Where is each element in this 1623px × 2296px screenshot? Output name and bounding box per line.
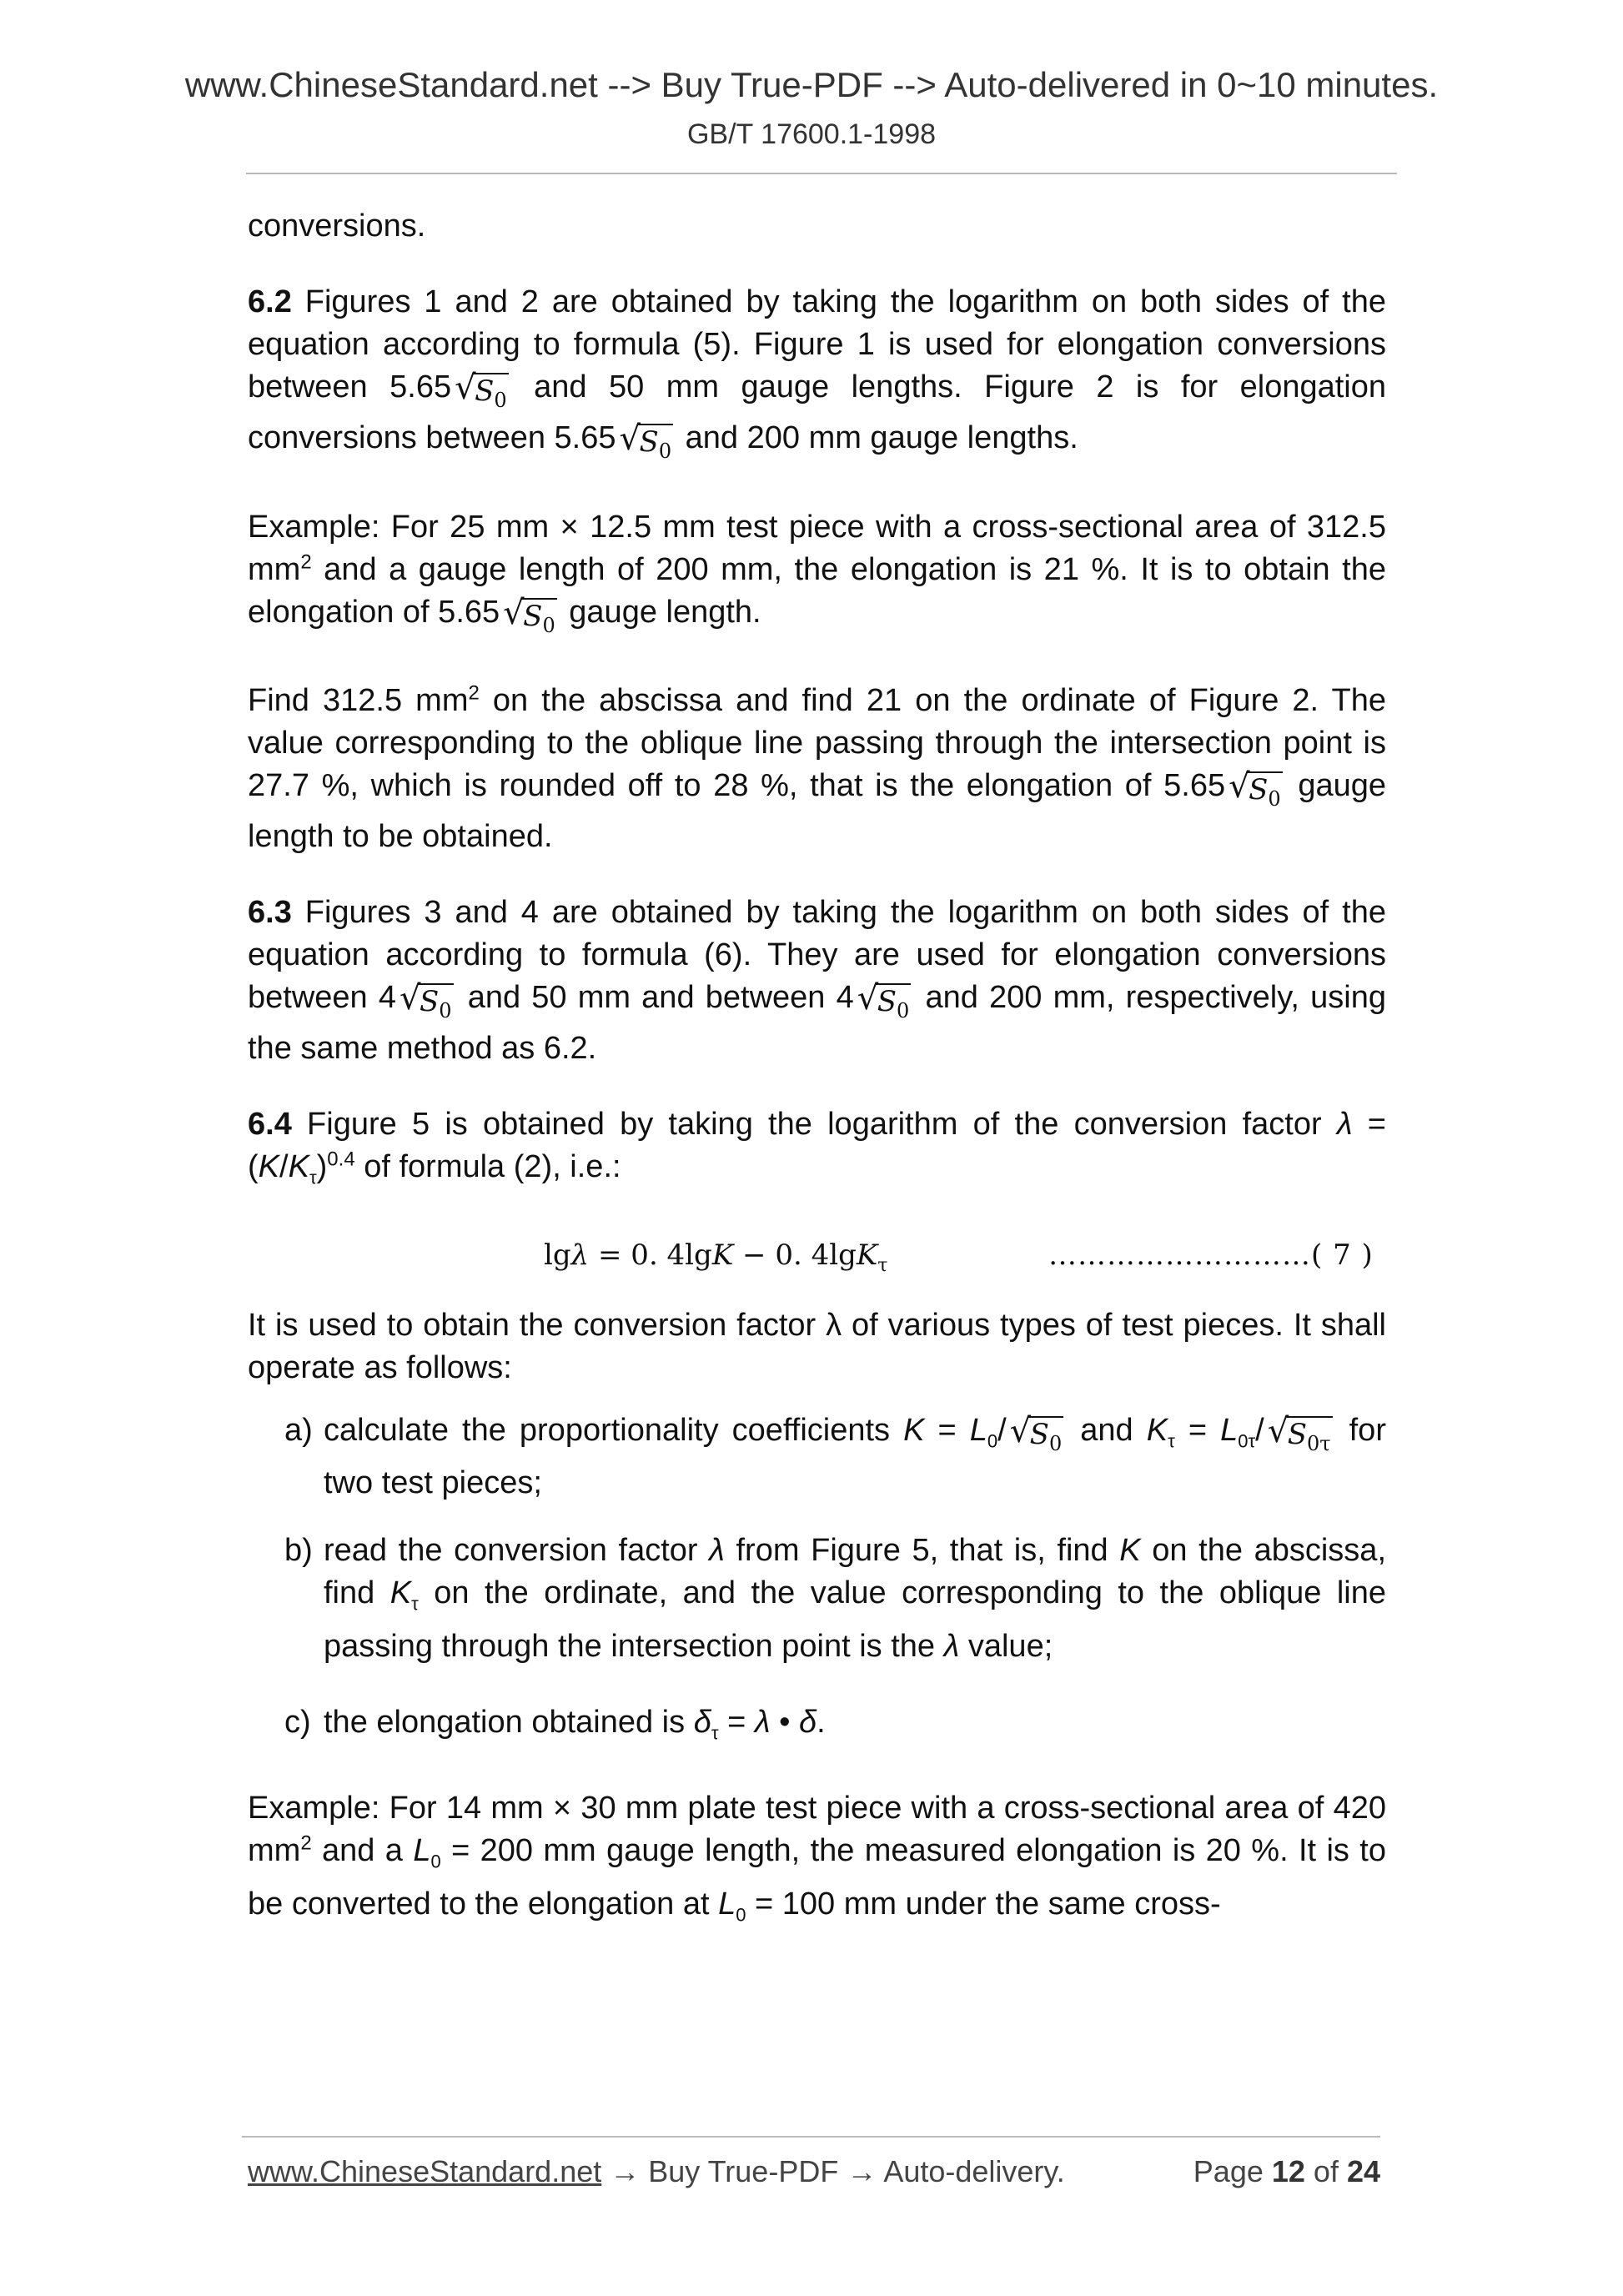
list-item-c: c) the elongation obtained is $\delta_\tau = \lambda$ • δ. [248, 1701, 1386, 1755]
footer-site-link[interactable]: www.ChineseStandard.net [248, 2154, 602, 2188]
sqrt-s0-formula: √ $S_0$ [399, 983, 454, 1027]
usage-paragraph: It is used to obtain the conversion factor λ of various types of test pieces. It shall operate as follows: [248, 1307, 1386, 1385]
sqrt-s0-formula: √ $S_0$ [857, 983, 912, 1027]
list-item-a: a) calculate the proportionality coefficients $K = L_0/$ √ $S_0$ and $K_\tau = L_{0\tau}/$ √ $S_{0\tau}$ for two test pieces; [248, 1409, 1386, 1505]
header-banner: www.ChineseStandard.net --> Buy True-PDF --> Auto-delivered in 0~10 minutes. [184, 65, 1439, 104]
sqrt-s0-formula: √ $S_0$ [620, 424, 674, 468]
paragraph-continuation: conversions. [248, 208, 426, 244]
example-2: Example: For 14 mm × 30 mm plate test piece with a cross-sectional area of 420 $mm^2$ and a $L_0 = 200$ mm gauge length, the measured elongation is 20 %. It is to be converted to the elongation at $L_0 = 100$ mm under the same cross- [248, 1791, 1386, 1926]
footer-tagline: → Buy True-PDF → Auto-delivery. [601, 2154, 1065, 2188]
list-item-b: b) read the conversion factor λ from Figure 5, that is, find K on the abscissa, find $K_\tau$ on the ordinate, and the value corresponding to the oblique line passing through the intersection point is the λ value; [248, 1530, 1386, 1668]
formula-expression: lgλ = 0. 4lgK − 0. 4lgK$_\tau$ [544, 1238, 888, 1276]
section-number: 6.4 [248, 1106, 292, 1142]
sqrt-s0-formula: √ $S_0$ [1229, 771, 1283, 816]
section-6-2: 6.2 Figures 1 and 2 are obtained by taking the logarithm on both sides of the equation according to formula (5). Figure 1 is used for elongation conversions between 5.65 √ $S_0$ and 50 mm gauge lengths. Figure 2 is for elongation conversions between 5.65 √ $S_0$ and 200 mm gauge lengths. [248, 281, 1386, 468]
section-6-4: 6.4 Figure 5 is obtained by taking the logarithm of the conversion factor $\lambda = (K/K_\tau)^{0.4}$ of formula (2), i.e.: [248, 1106, 1386, 1188]
list-marker: b) [284, 1533, 313, 1569]
footer-divider [242, 2136, 1380, 2138]
sqrt-s0-formula: √ $S_0$ [455, 373, 509, 417]
formula-number: ………………………( 7 ) [1048, 1238, 1374, 1272]
page-indicator: Page 12 of 24 [1193, 2154, 1380, 2188]
page-footer [248, 2154, 1380, 2189]
section-6-3: 6.3 Figures 3 and 4 are obtained by taking the logarithm on both sides of the equation according to formula (6). They are used for elongation conversions between 4 √ $S_0$ and 50 mm and between 4 √ $S_0$ and 200 mm, respectively, using the same method as 6.2. [248, 895, 1386, 1066]
example-1: Example: For 25 mm × 12.5 mm test piece with a cross-sectional area of 312.5 $mm^2$ and a gauge length of 200 mm, the elongation is 21 %. It is to obtain the elongation of 5.65 √ $S_0$ gauge length. [248, 506, 1386, 642]
sqrt-s0-formula: √ $S_0$ [503, 598, 557, 642]
page-number: 12 [1271, 2154, 1305, 2188]
header-divider [246, 173, 1397, 174]
page-total: 24 [1346, 2154, 1380, 2188]
formula-7 [248, 1221, 1386, 1288]
header-standard-id: GB/T 17600.1-1998 [686, 118, 937, 150]
page-content [248, 205, 1386, 1937]
sqrt-s0-formula: √ $S_0$ [1010, 1416, 1064, 1460]
sqrt-s0tau-formula: √ $S_{0\tau}$ [1268, 1416, 1333, 1460]
list-marker: c) [284, 1704, 311, 1740]
section-number: 6.3 [248, 895, 292, 931]
list-marker: a) [284, 1412, 313, 1448]
section-number: 6.2 [248, 284, 292, 319]
find-instruction: Find 312.5 $mm^2$ on the abscissa and find 21 on the ordinate of Figure 2. The value corresponding to the oblique line passing through the intersection point is 27.7 %, which is rounded off to 28 %, that is the elongation of 5.65 √ $S_0$ gauge length to be obtained. [248, 681, 1386, 855]
